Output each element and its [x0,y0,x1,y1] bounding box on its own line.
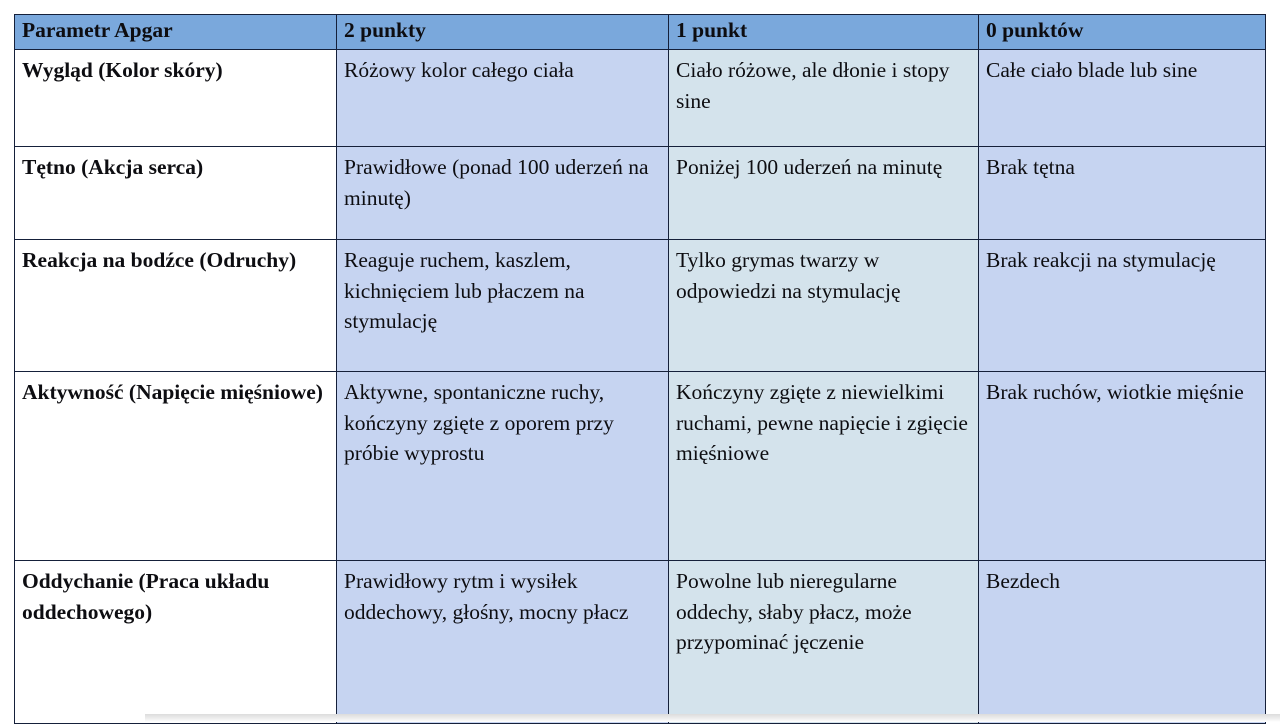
table-row [15,240,1266,372]
cell-parameter-name: Reakcja na bodźce (Odruchy) [15,240,337,372]
cell-two-points: Aktywne, spontaniczne ruchy, kończyny zgięte z oporem przy próbie wyprostu [337,372,669,561]
column-header-parameter: Parametr Apgar [15,15,337,50]
cell-zero-points: Brak tętna [979,147,1266,240]
cell-two-points: Prawidłowe (ponad 100 uderzeń na minutę) [337,147,669,240]
column-header-zero-points: 0 punktów [979,15,1266,50]
cell-zero-points: Całe ciało blade lub sine [979,50,1266,147]
cell-zero-points: Brak reakcji na stymulację [979,240,1266,372]
cell-parameter-name: Aktywność (Napięcie mięśniowe) [15,372,337,561]
table-bottom-shadow [145,714,1280,722]
cell-parameter-name: Oddychanie (Praca układu oddechowego) [15,561,337,724]
cell-one-point: Powolne lub nieregularne oddechy, słaby płacz, może przypominać jęczenie [669,561,979,724]
column-header-two-points: 2 punkty [337,15,669,50]
cell-two-points: Różowy kolor całego ciała [337,50,669,147]
table-body [15,50,1266,724]
cell-one-point: Ciało różowe, ale dłonie i stopy sine [669,50,979,147]
table-header [15,15,1266,50]
cell-zero-points: Bezdech [979,561,1266,724]
table-row [15,372,1266,561]
cell-zero-points: Brak ruchów, wiotkie mięśnie [979,372,1266,561]
table-header-row [15,15,1266,50]
cell-two-points: Prawidłowy rytm i wysiłek oddechowy, głośny, mocny płacz [337,561,669,724]
table-row [15,147,1266,240]
apgar-score-table [14,14,1266,724]
column-header-one-point: 1 punkt [669,15,979,50]
cell-one-point: Tylko grymas twarzy w odpowiedzi na stymulację [669,240,979,372]
cell-one-point: Poniżej 100 uderzeń na minutę [669,147,979,240]
table-row [15,561,1266,724]
cell-one-point: Kończyny zgięte z niewielkimi ruchami, pewne napięcie i zgięcie mięśniowe [669,372,979,561]
cell-parameter-name: Wygląd (Kolor skóry) [15,50,337,147]
table-row [15,50,1266,147]
cell-two-points: Reaguje ruchem, kaszlem, kichnięciem lub płaczem na stymulację [337,240,669,372]
cell-parameter-name: Tętno (Akcja serca) [15,147,337,240]
